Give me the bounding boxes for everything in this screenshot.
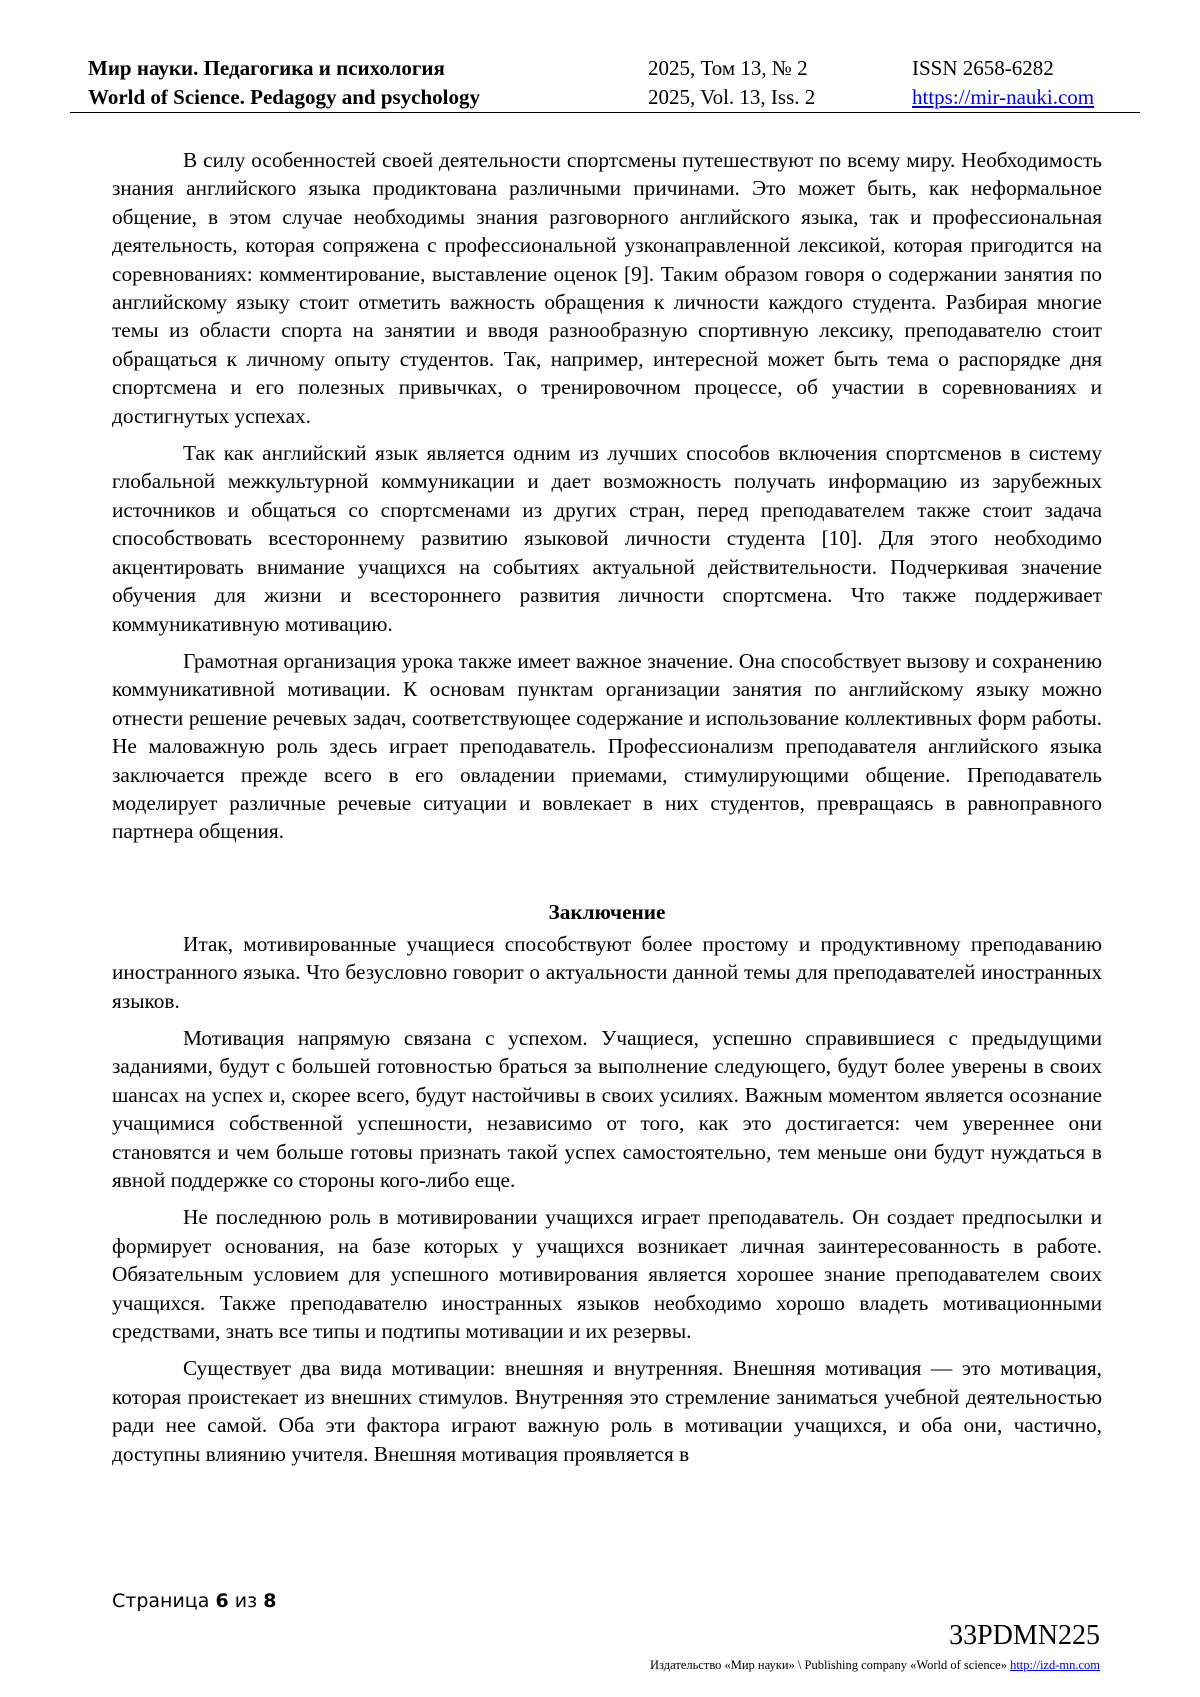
journal-title: [88, 54, 480, 112]
section-title: Заключение: [548, 899, 666, 924]
journal-url-link[interactable]: https://mir-nauki.com: [912, 85, 1095, 109]
page-total: 8: [263, 1590, 277, 1612]
paragraph: Так как английский язык является одним из лучших способов включения спортсменов в систему глобальной межкультурной коммуникации и дает возможность получать информацию из зарубежных источников и общаться со спортсменами из других стран, перед преподавателем также стоит задача способствовать всестороннему развитию языковой личности студента [10]. Для этого необходимо акцентировать внимание учащихся на событиях актуальной действительности. Подчеркивая значение обучения для жизни и всестороннего развития личности спортсмена. Что также поддерживает коммуникативную мотивацию.: [112, 441, 1102, 636]
article-code: 33PDMN225: [949, 1620, 1100, 1651]
publisher-line: [650, 1658, 1100, 1673]
paragraph: Грамотная организация урока также имеет важное значение. Она способствует вызову и сохранению коммуникативной мотивации. К основам пунктам организации занятия по английскому языку можно отнести решение речевых задач, соответствующее содержание и использование коллективных форм работы. Не маловажную роль здесь играет преподаватель. Профессионализм преподавателя английского языка заключается прежде всего в его овладении приемами, стимулирующими общение. Преподаватель моделирует различные речевые ситуации и вовлекает в них студентов, превращаясь в равноправного партнера общения.: [112, 648, 1102, 844]
page-word: Страница: [112, 1590, 210, 1612]
volume-ru: 2025, Том 13, № 2: [648, 56, 808, 80]
page-header: [70, 50, 1140, 113]
paragraph: Итак, мотивированные учащиеся способствуют более простому и продуктивному преподаванию иностранного языка. Что безусловно говорит о актуальности данной темы для преподавателей иностранных языков.: [112, 931, 1102, 1013]
page-current: 6: [215, 1590, 229, 1612]
article-body: [112, 146, 1102, 1477]
publisher-link[interactable]: http://izd-mn.com: [1010, 1658, 1100, 1672]
paragraph: В силу особенностей своей деятельности спортсмены путешествуют по всему миру. Необходимость знания английского языка продиктована различными причинами. Это может быть, как неформальное общение, в этом случае необходимы знания разговорного английского языка, так и профессиональная деятельность, которая сопряжена с профессиональной узконаправленной лексикой, которая пригодится на соревнованиях: комментирование, выставление оценок [9]. Таким образом говоря о содержании занятия по английскому языку стоит отметить важность обращения к личности каждого студента. Разбирая многие темы из области спорта на занятии и вводя разнообразную спортивную лексику, преподавателю стоит обращаться к личному опыту студентов. Так, например, интересной может быть тема о распорядке дня спортсмена и его полезных привычках, о тренировочном процессе, об участии в соревнованиях и достигнутых успехах.: [112, 148, 1102, 428]
page-number: [112, 1590, 276, 1612]
volume-en: 2025, Vol. 13, Iss. 2: [648, 85, 816, 109]
journal-title-ru: Мир науки. Педагогика и психология: [88, 56, 445, 80]
issn: ISSN 2658-6282: [912, 56, 1054, 80]
journal-title-en: World of Science. Pedagogy and psychology: [88, 85, 481, 109]
issn-block: [912, 54, 1094, 112]
of-word: из: [234, 1590, 258, 1612]
paragraph: Не последнюю роль в мотивировании учащихся играет преподаватель. Он создает предпосылки и формирует основания, на базе которых у учащихся возникает личная заинтересованность в работе. Обязательным условием для успешного мотивирования является хорошее знание преподавателем своих учащихся. Также преподавателю иностранных языков необходимо хорошо владеть мотивационными средствами, знать все типы и подтипы мотивации и их резервы.: [112, 1205, 1102, 1344]
volume-info: [648, 54, 815, 112]
paragraph: Мотивация напрямую связана с успехом. Учащиеся, успешно справившиеся с предыдущими заданиями, будут с большей готовностью браться за выполнение следующего, будут более уверены в своих шансах на успех и, скорее всего, будут настойчивы в своих усилиях. Важным моментом является осознание учащимися собственной успешности, независимо от того, как это достигается: чем увереннее они становятся и чем больше готовы признать такой успех самостоятельно, тем меньше они будут нуждаться в явной поддержке со стороны кого-либо еще.: [112, 1025, 1102, 1192]
paragraph: Существует два вида мотивации: внешняя и внутренняя. Внешняя мотивация — это мотивация, которая проистекает из внешних стимулов. Внутренняя это стремление заниматься учебной деятельностью ради нее самой. Оба эти фактора играют важную роль в мотивации учащихся, и оба они, частично, доступны влиянию учителя. Внешняя мотивация проявляется в: [112, 1356, 1102, 1466]
publisher-text: Издательство «Мир науки» \ Publishing company «World of science»: [650, 1658, 1007, 1672]
